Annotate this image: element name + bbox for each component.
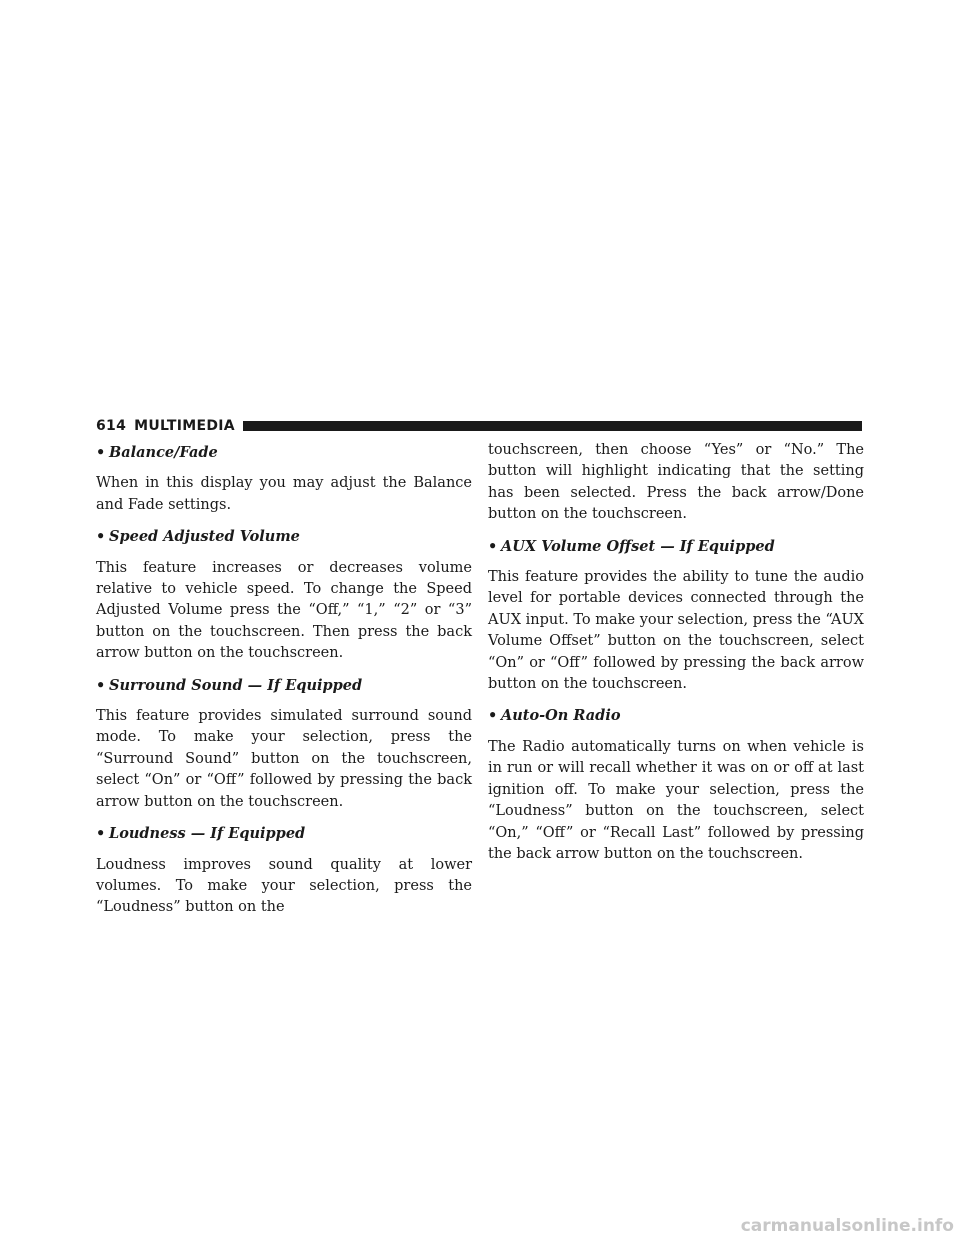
bullet-heading <box>96 823 472 844</box>
paragraph-auto-on-radio: The Radio automatically turns on when vehicle is in run or will recall whether it was on or off at last ignition off. To make your selection, press the “Loudness” button on the touchscreen, select “On,” “Off” or “Recall Last” followed by pressing the back arrow button on the touchscreen. <box>488 738 864 862</box>
page-number: 614 <box>96 418 127 434</box>
bullet-icon: • <box>96 444 106 461</box>
bullet-heading <box>96 442 472 463</box>
bullet-icon: • <box>96 676 106 694</box>
header-rule <box>243 421 862 431</box>
section-title: MULTIMEDIA <box>134 418 235 434</box>
paragraph-surround-sound: This feature provides simulated surround sound mode. To make your selection, press the “Surround Sound” button on the touchscreen, select “On” or “Off” followed by pressing the back arrow button on the touchscreen. <box>96 708 472 810</box>
watermark: carmanualsonline.info <box>740 1216 954 1236</box>
page-header <box>96 416 862 436</box>
paragraph-aux-volume-offset: This feature provides the ability to tune the audio level for portable devices connected through the AUX input. To make your selection, press the “AUX Volume Offset” button on the touchscreen, select “On” or “Off” followed by pressing the back arrow button on the touchscreen. <box>488 569 864 693</box>
paragraph-loudness: Loudness improves sound quality at lower volumes. To make your selection, press the “Loudness” button on the <box>96 856 472 916</box>
bullet-icon: • <box>96 825 106 843</box>
bullet-heading <box>488 536 864 557</box>
heading-balance-fade: Balance/Fade <box>109 444 218 461</box>
bullet-heading <box>488 705 864 726</box>
bullet-heading <box>96 675 472 696</box>
heading-aux-volume-offset: AUX Volume Offset — If Equipped <box>501 537 775 555</box>
bullet-icon: • <box>96 528 106 546</box>
heading-speed-adjusted-volume: Speed Adjusted Volume <box>109 528 300 546</box>
left-column <box>96 440 472 929</box>
bullet-icon: • <box>488 707 498 725</box>
paragraph-balance-fade: When in this display you may adjust the Balance and Fade settings. <box>96 475 472 513</box>
heading-surround-sound: Surround Sound — If Equipped <box>109 676 363 694</box>
heading-loudness: Loudness — If Equipped <box>109 825 306 843</box>
bullet-icon: • <box>488 537 498 555</box>
bullet-heading <box>96 526 472 547</box>
right-column <box>488 440 864 875</box>
heading-auto-on-radio: Auto-On Radio <box>501 707 621 725</box>
paragraph-speed-adjusted-volume: This feature increases or decreases volume relative to vehicle speed. To change the Speed Adjusted Volume press the “Off,” “1,” “2” or “3” button on the touchscreen. Then press the back arrow button on the touchscreen. <box>96 559 472 662</box>
paragraph-loudness-continued: touchscreen, then choose “Yes” or “No.” The button will highlight indicating that the setting has been selected. Press the back arrow/Done button on the touchscreen. <box>488 442 864 523</box>
